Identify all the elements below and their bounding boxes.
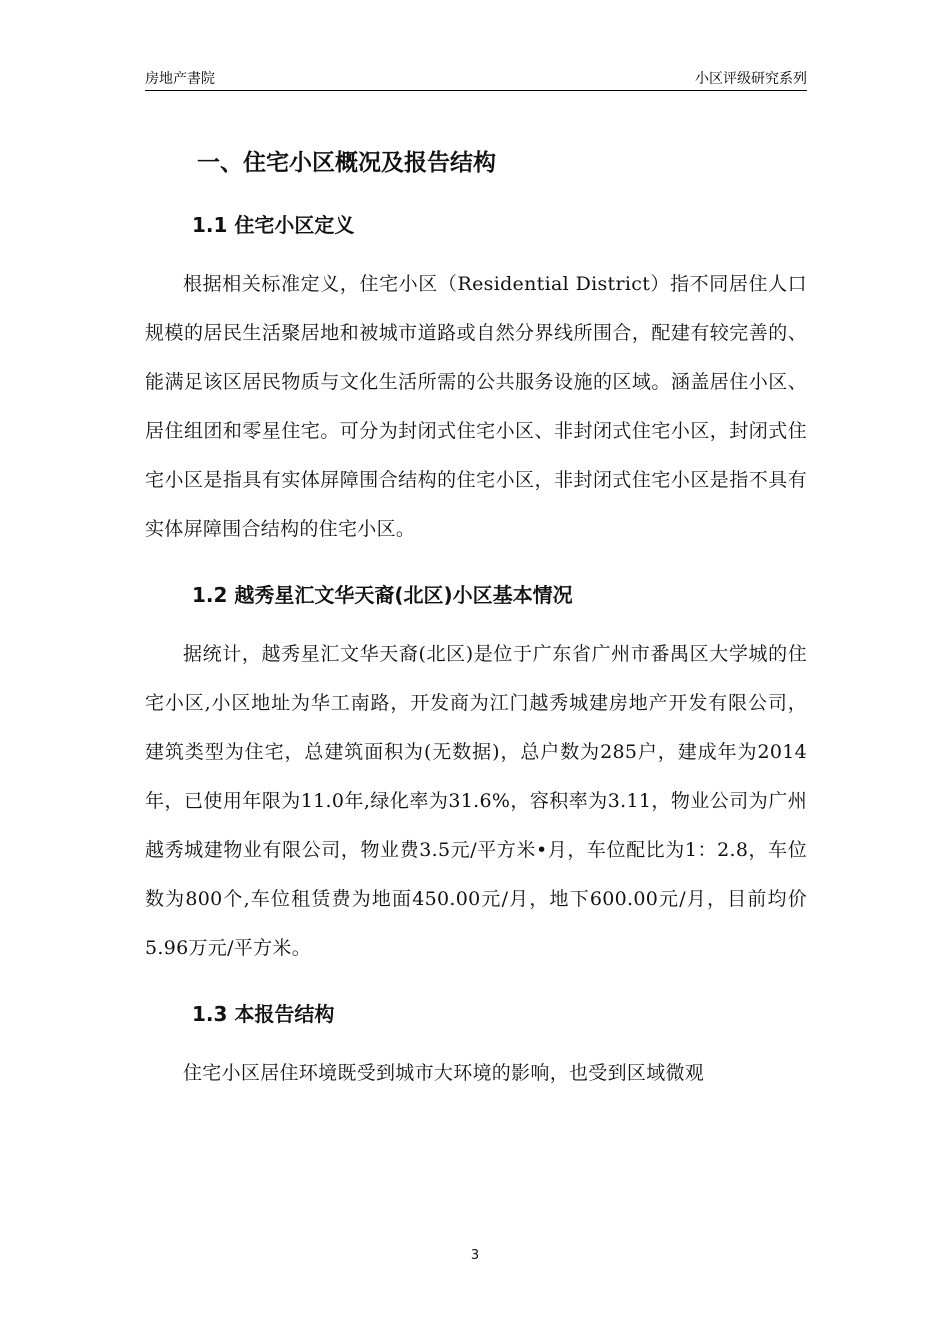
- section-title-1-2: 1.2 越秀星汇文华天裔(北区)小区基本情况: [192, 583, 573, 607]
- section-paragraph-1-1: 根据相关标准定义，住宅小区（Residential District）指不同居住人口规模的居民生活聚居地和被城市道路或自然分界线所围合，配建有较完善的、能满足该区居民物质与文化生活所需的公共服务设施的区域。涵盖居住小区、居住组团和零星住宅。可分为封闭式住宅小区、非封闭式住宅小区，封闭式住宅小区是指具有实体屏障围合结构的住宅小区，非封闭式住宅小区是指不具有实体屏障围合结构的住宅小区。: [145, 273, 807, 540]
- document-body: [145, 140, 807, 1098]
- header-publisher: 房地产書院: [145, 71, 215, 87]
- page-number: 3: [470, 1248, 480, 1263]
- header-series-title: 小区评级研究系列: [695, 71, 807, 87]
- section-title-1-3: 1.3 本报告结构: [192, 1002, 335, 1026]
- chapter-title: 一、住宅小区概况及报告结构: [197, 150, 496, 176]
- section-title-1-1: 1.1 住宅小区定义: [192, 213, 355, 237]
- section-paragraph-1-2: 据统计，越秀星汇文华天裔(北区)是位于广东省广州市番禺区大学城的住宅小区,小区地址为华工南路，开发商为江门越秀城建房地产开发有限公司，建筑类型为住宅，总建筑面积为(无数据)，总户数为285户，建成年为2014年，已使用年限为11.0年,绿化率为31.6%，容积率为3.11，物业公司为广州越秀城建物业有限公司，物业费3.5元/平方米•月，车位配比为1：2.8，车位数为800个,车位租赁费为地面450.00元/月，地下600.00元/月，目前均价5.96万元/平方米。: [145, 643, 807, 959]
- page-header: [145, 66, 807, 91]
- section-paragraph-1-3: 住宅小区居住环境既受到城市大环境的影响，也受到区域微观: [183, 1062, 705, 1084]
